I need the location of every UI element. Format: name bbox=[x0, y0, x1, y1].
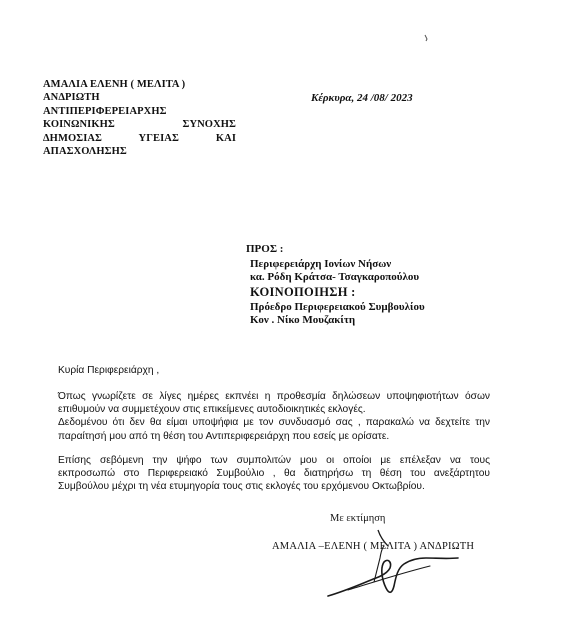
signature-name: ΑΜΑΛΙΑ –ΕΛΕΝΗ ( ΜΕΛΙΤΑ ) ΑΝΔΡΙΩΤΗ bbox=[272, 541, 475, 552]
body-line: επιθυμούν να συμμετέχουν στις επικείμενες αυτοδιοικητικές εκλογές. bbox=[58, 404, 366, 416]
body-line: Συμβούλου μέχρι τη νέα ετυμηγορία τους στις εκλογές του ερχόμενου Οκτωβρίου. bbox=[58, 481, 425, 493]
cc-line-2: Κον . Νίκο Μουζακίτη bbox=[250, 314, 356, 326]
body-line: παραίτησή μου από τη θέση του Αντιπεριφερειάρχη που εσείς με ορίσατε. bbox=[58, 430, 390, 442]
paragraph-1 bbox=[58, 390, 490, 443]
body-line: εκπροσωπώ στο Περιφερειακό Συμβούλιο , θα διατηρήσω τη θέση του ανεξάρτητου bbox=[58, 468, 490, 480]
paragraph-2 bbox=[58, 454, 490, 494]
sender-line: ΑΜΑΛΙΑ ΕΛΕΝΗ ( ΜΕΛΙΤΑ ) bbox=[43, 79, 186, 90]
sender-line: ΔΗΜΟΣΙΑΣ ΥΓΕΙΑΣ ΚΑΙ bbox=[43, 132, 236, 144]
ink-mark bbox=[424, 34, 429, 42]
to-line-1: Περιφερειάρχη Ιονίων Νήσων bbox=[250, 258, 392, 270]
place-date: Κέρκυρα, 24 /08/ 2023 bbox=[311, 92, 413, 104]
cc-label: ΚΟΙΝΟΠΟΙΗΣΗ : bbox=[250, 285, 356, 299]
body-line: Όπως γνωρίζετε σε λίγες ημέρες εκπνέει η προθεσμία δηλώσεων υποψηφιοτήτων όσων bbox=[58, 391, 490, 402]
sender-line: ΑΝΔΡΙΩΤΗ bbox=[43, 92, 100, 104]
body-line: Δεδομένου ότι δεν θα είμαι υποψήφια με τον συνδυασμό σας , παρακαλώ να δεχτείτε την bbox=[58, 417, 490, 429]
sender-line: ΑΠΑΣΧΟΛΗΣΗΣ bbox=[43, 146, 127, 158]
sender-block bbox=[43, 78, 236, 158]
sender-line: ΑΝΤΙΠΕΡΙΦΕΡΕΙΑΡΧΗΣ bbox=[43, 105, 167, 117]
to-label: ΠΡΟΣ : bbox=[246, 243, 284, 255]
cc-line-1: Πρόεδρο Περιφερειακού Συμβουλίου bbox=[250, 301, 425, 313]
handwritten-signature bbox=[318, 528, 468, 603]
body-line: Επίσης σεβόμενη την ψήφο των συμπολιτών μου οι οποίοι με επέλεξαν να τους bbox=[58, 455, 490, 466]
salutation: Κυρία Περιφερειάρχη , bbox=[58, 365, 160, 376]
closing: Με εκτίμηση bbox=[330, 513, 386, 524]
sender-line: ΚΟΙΝΩΝΙΚΗΣ ΣΥΝΟΧΗΣ bbox=[43, 119, 236, 131]
to-line-2: κα. Ρόδη Κράτσα- Τσαγκαροπούλου bbox=[250, 271, 420, 283]
